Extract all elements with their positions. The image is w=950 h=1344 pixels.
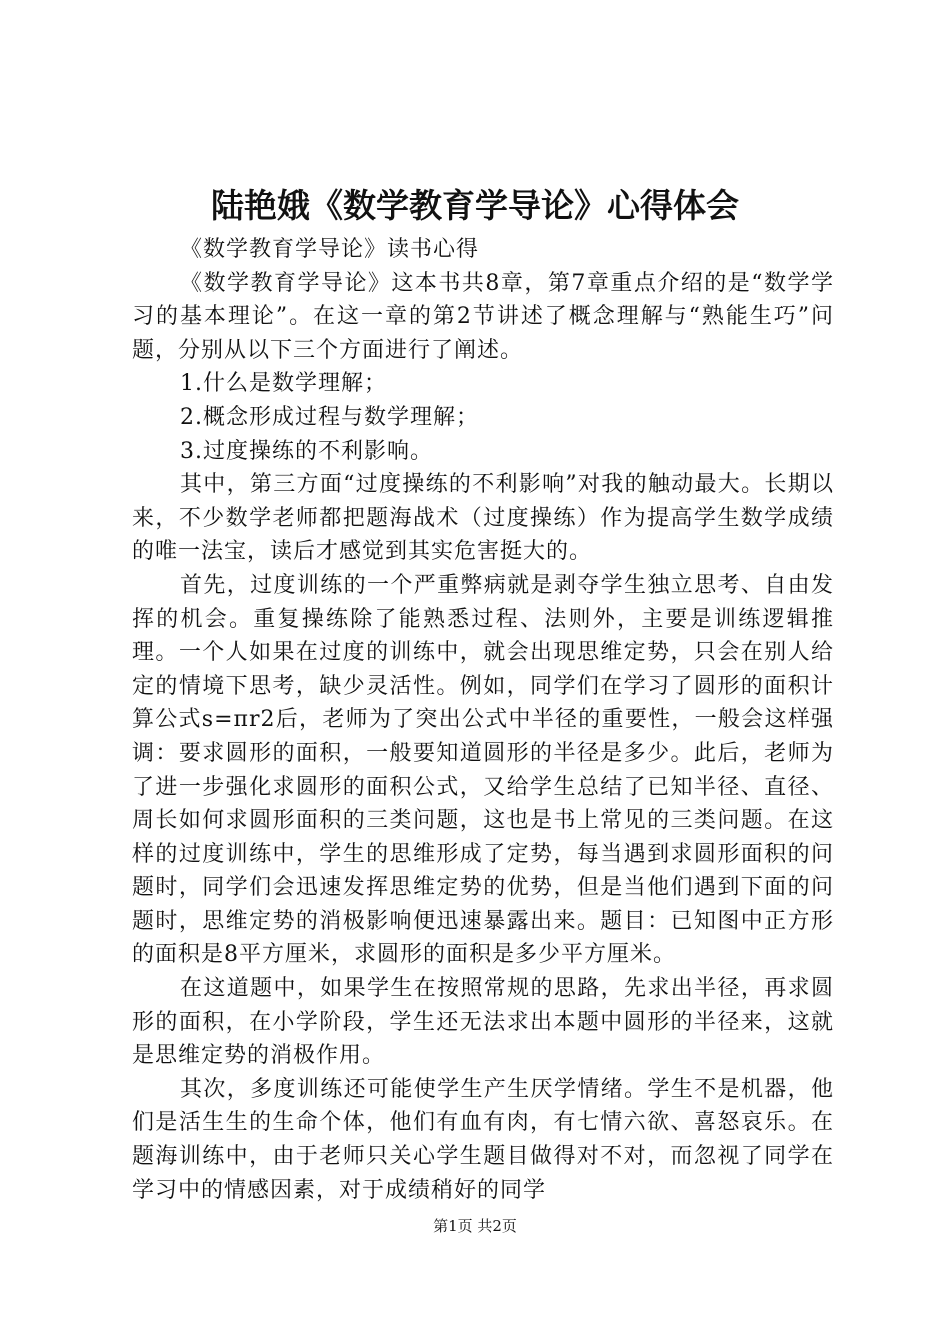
document-body: [132, 233, 834, 1207]
list-item-2: 2.概念形成过程与数学理解；: [180, 404, 479, 430]
page-footer: 第1页 共2页: [433, 1217, 517, 1235]
paragraph-intro: 《数学教育学导论》这本书共8章，第7章重点介绍的是“数学学习的基本理论”。在这一章的第2节讲述了概念理解与“熟能生巧”问题，分别从以下三个方面进行了阐述。: [132, 270, 834, 363]
paragraph-second-point: 其次，多度训练还可能使学生产生厌学情绪。学生不是机器，他们是活生生的生命个体，他们有血有肉，有七情六欲、喜怒哀乐。在题海训练中，由于老师只关心学生题目做得对不对，而忽视了同学在学习中的情感因素，对于成绩稍好的同学: [132, 1076, 834, 1203]
paragraph-impact: 其中，第三方面“过度操练的不利影响”对我的触动最大。长期以来，不少数学老师都把题海战术（过度操练）作为提高学生数学成绩的唯一法宝，读后才感觉到其实危害挺大的。: [132, 472, 834, 565]
paragraph-example-analysis: 在这道题中，如果学生在按照常规的思路，先求出半径，再求圆形的面积，在小学阶段，学生还无法求出本题中圆形的半径来，这就是思维定势的消极作用。: [132, 976, 834, 1069]
list-item-3: 3.过度操练的不利影响。: [180, 438, 433, 464]
document-title: 陆艳娥《数学教育学导论》心得体会: [211, 186, 739, 225]
list-item-1: 1.什么是数学理解；: [180, 371, 387, 397]
paragraph-subtitle: 《数学教育学导论》读书心得: [180, 237, 480, 262]
paragraph-first-point: 首先，过度训练的一个严重弊病就是剥夺学生独立思考、自由发挥的机会。重复操练除了能熟悉过程、法则外，主要是训练逻辑推理。一个人如果在过度的训练中，就会出现思维定势，只会在别人给定的情境下思考，缺少灵活性。例如，同学们在学习了圆形的面积计算公式s=πr2后，老师为了突出公式中半径的重要性，一般会这样强调：要求圆形的面积，一般要知道圆形的半径是多少。此后，老师为了进一步强化求圆形的面积公式，又给学生总结了已知半径、直径、周长如何求圆形面积的三类问题，这也是书上常见的三类问题。在这样的过度训练中，学生的思维形成了定势，每当遇到求圆形面积的问题时，同学们会迅速发挥思维定势的优势，但是当他们遇到下面的问题时，思维定势的消极影响便迅速暴露出来。题目：已知图中正方形的面积是8平方厘米，求圆形的面积是多少平方厘米。: [132, 572, 834, 968]
